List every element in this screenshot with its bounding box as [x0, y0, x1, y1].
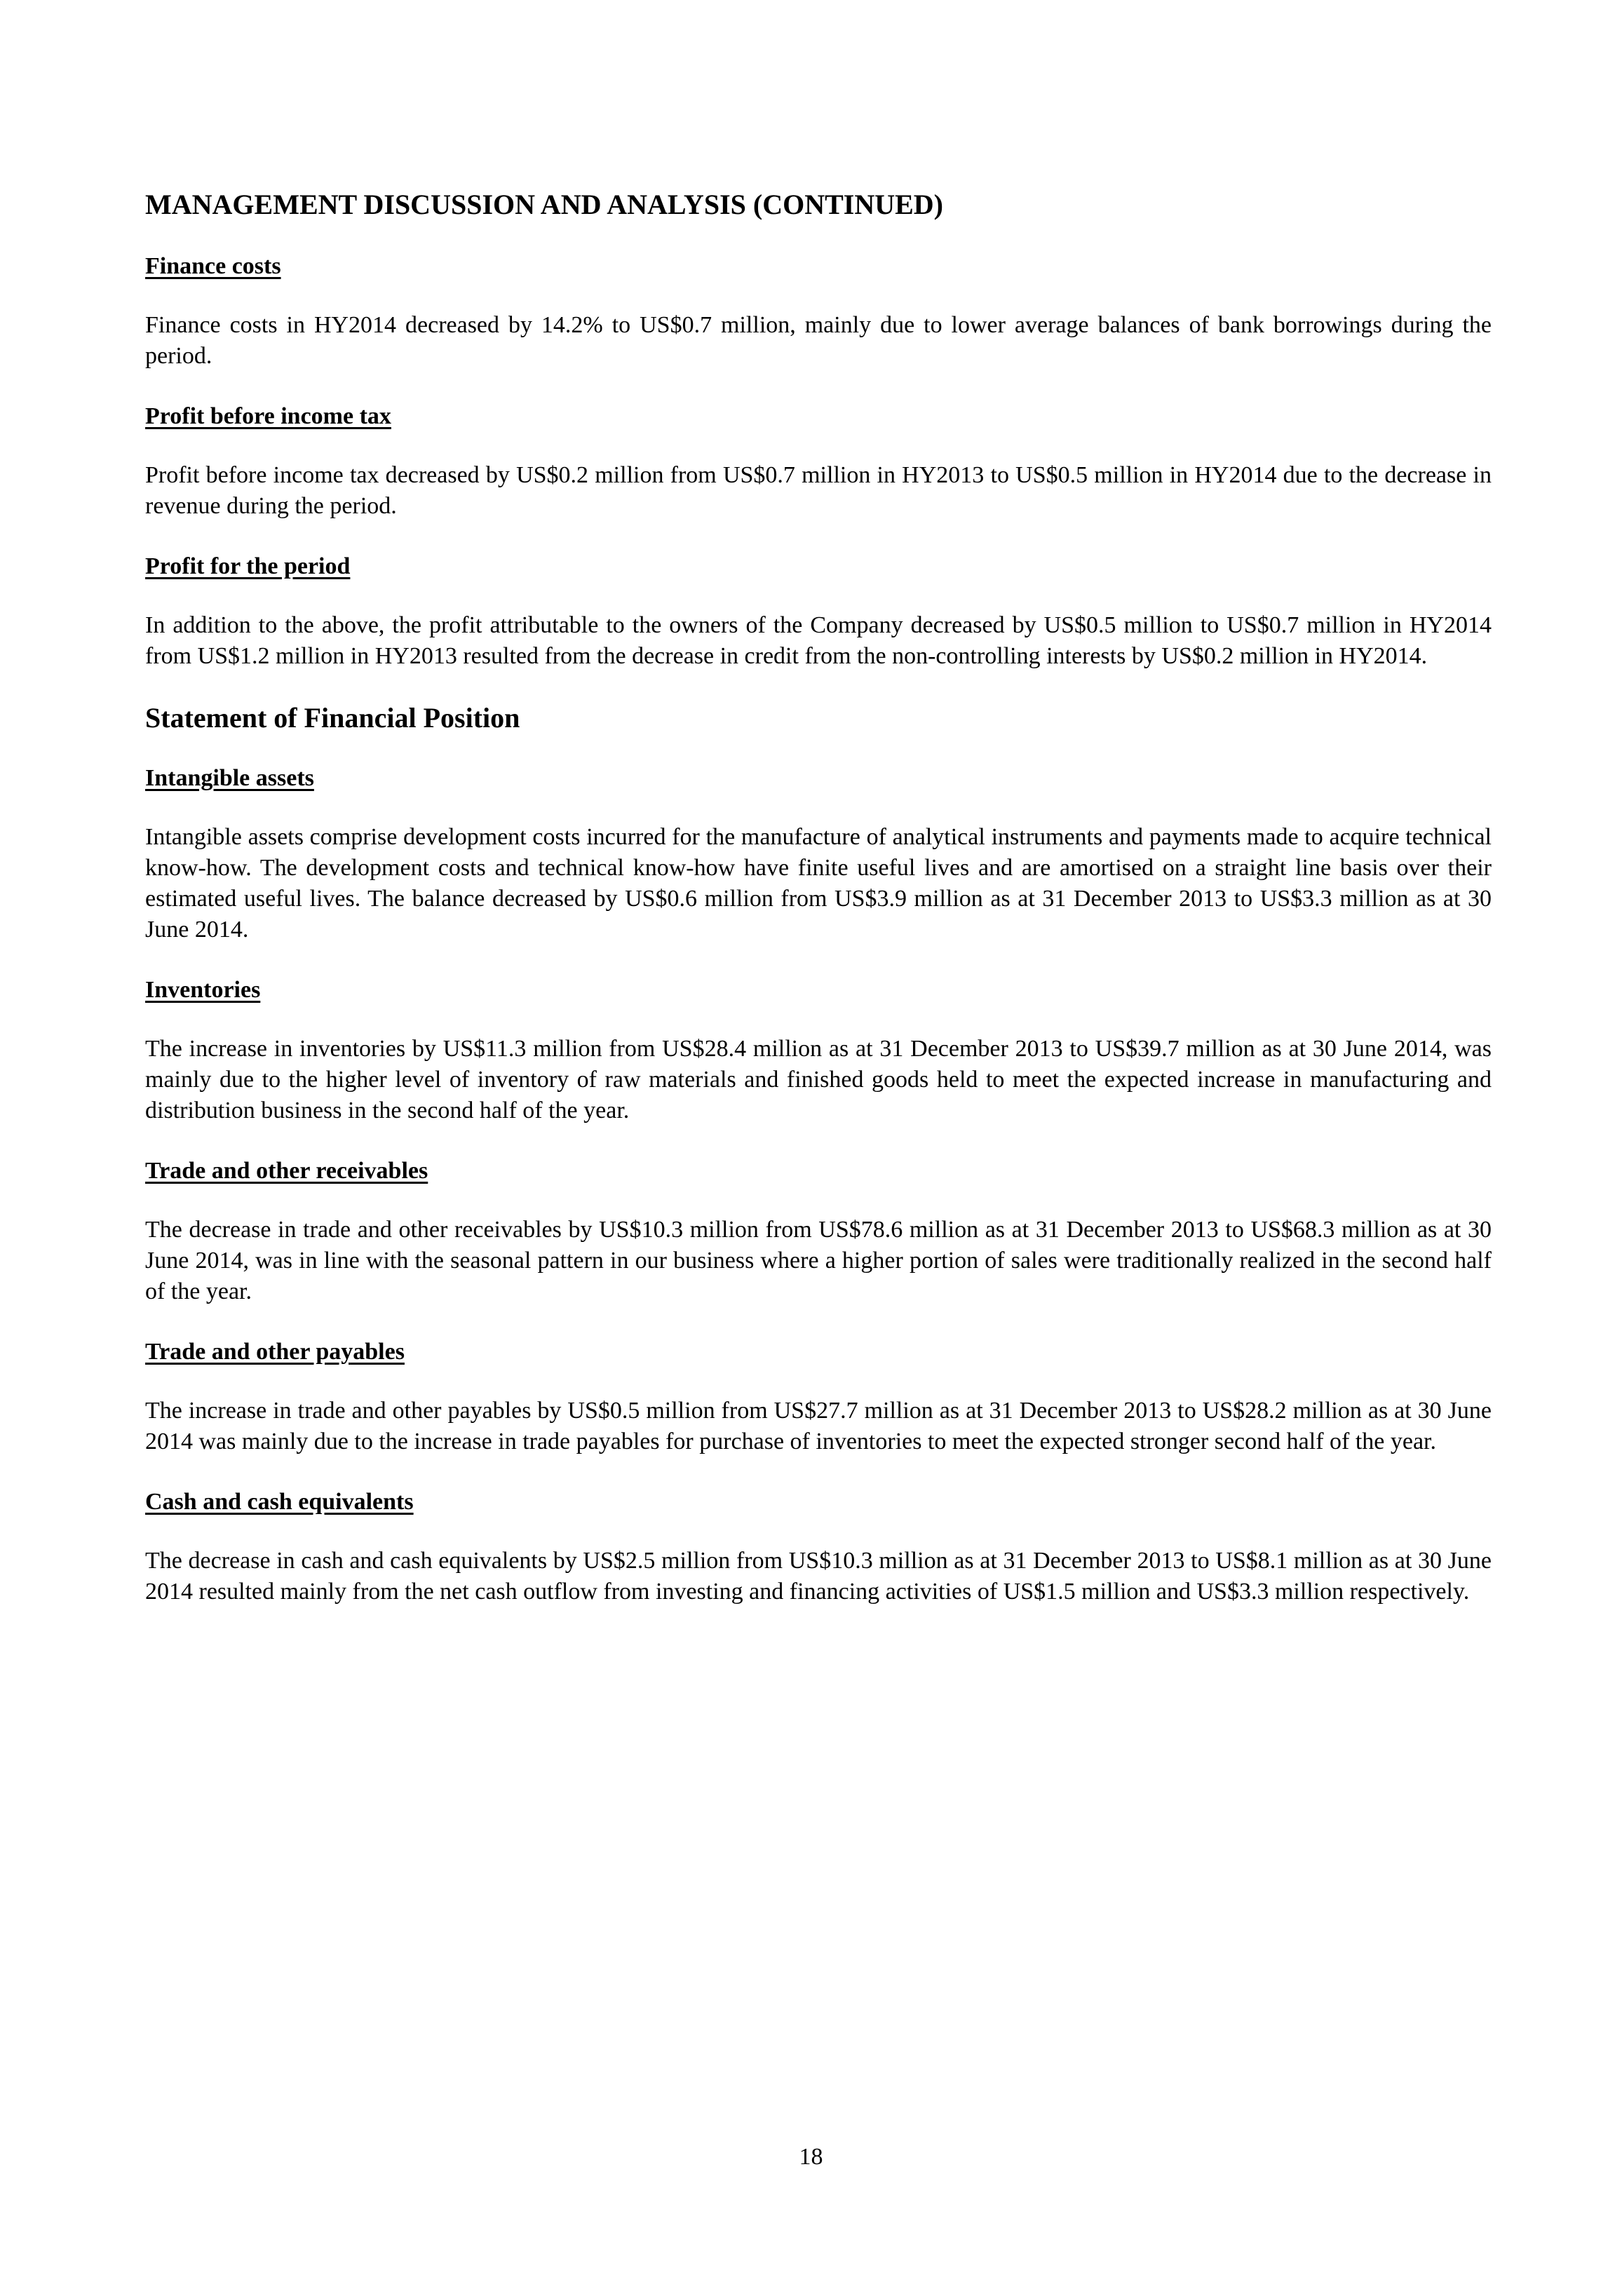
paragraph-trade-and-other-payables: The increase in trade and other payables by US$0.5 million from US$27.7 million as at 31 December 2013 to US$28.2 million as at 30 June 2014 was mainly due to the increase in trade payables for purchase of inventories to meet the expected stronger second half of the year.	[145, 1398, 1492, 1454]
paragraph-trade-and-other-receivables: The decrease in trade and other receivables by US$10.3 million from US$78.6 million as at 31 December 2013 to US$68.3 million as at 30 June 2014, was in line with the seasonal pattern in our business where a higher portion of sales were traditionally realized in the second half of the year.	[145, 1217, 1492, 1304]
paragraph-cash-and-cash-equivalents: The decrease in cash and cash equivalents by US$2.5 million from US$10.3 million as at 31 December 2013 to US$8.1 million as at 30 June 2014 resulted mainly from the net cash outflow from investing and financing activities of US$1.5 million and US$3.3 million respectively.	[145, 1548, 1492, 1605]
paragraph-finance-costs: Finance costs in HY2014 decreased by 14.2% to US$0.7 million, mainly due to lower average balances of bank borrowings during the period.	[145, 312, 1492, 369]
heading-trade-and-other-receivables: Trade and other receivables	[145, 1158, 428, 1184]
section-cash-and-cash-equivalents	[145, 1487, 1492, 1607]
heading-statement-of-financial-position: Statement of Financial Position	[145, 702, 520, 734]
page-title: MANAGEMENT DISCUSSION AND ANALYSIS (CONTINUED)	[145, 189, 943, 220]
paragraph-profit-for-the-period: In addition to the above, the profit attributable to the owners of the Company decreased by US$0.5 million to US$0.7 million in HY2014 from US$1.2 million in HY2013 resulted from the decrease in credit from the non-controlling interests by US$0.2 million in HY2014.	[145, 612, 1492, 669]
page-number: 18	[799, 2144, 823, 2170]
paragraph-inventories: The increase in inventories by US$11.3 million from US$28.4 million as at 31 December 2013 to US$39.7 million as at 30 June 2014, was mainly due to the higher level of inventory of raw materials and finished goods held to meet the expected increase in manufacturing and distribution business in the second half of the year.	[145, 1036, 1492, 1123]
heading-finance-costs: Finance costs	[145, 253, 281, 279]
section-profit-before-income-tax	[145, 401, 1492, 522]
paragraph-profit-before-income-tax: Profit before income tax decreased by US$0.2 million from US$0.7 million in HY2013 to US$0.5 million in HY2014 due to the decrease in revenue during the period.	[145, 462, 1492, 519]
section-inventories	[145, 975, 1492, 1126]
section-trade-and-other-receivables	[145, 1156, 1492, 1307]
heading-trade-and-other-payables: Trade and other payables	[145, 1339, 405, 1365]
section-profit-for-the-period	[145, 551, 1492, 672]
heading-cash-and-cash-equivalents: Cash and cash equivalents	[145, 1489, 414, 1515]
section-intangible-assets	[145, 763, 1492, 945]
heading-inventories: Inventories	[145, 977, 261, 1003]
heading-profit-for-the-period: Profit for the period	[145, 553, 351, 579]
heading-profit-before-income-tax: Profit before income tax	[145, 403, 391, 429]
section-finance-costs	[145, 251, 1492, 372]
section-trade-and-other-payables	[145, 1337, 1492, 1457]
heading-intangible-assets: Intangible assets	[145, 765, 314, 791]
paragraph-intangible-assets: Intangible assets comprise development costs incurred for the manufacture of analytical instruments and payments made to acquire technical know-how. The development costs and technical know-how have finite useful lives and are amortised on a straight line basis over their estimated useful lives. The balance decreased by US$0.6 million from US$3.9 million as at 31 December 2013 to US$3.3 million as at 30 June 2014.	[145, 824, 1492, 943]
page-content	[145, 188, 1492, 1637]
